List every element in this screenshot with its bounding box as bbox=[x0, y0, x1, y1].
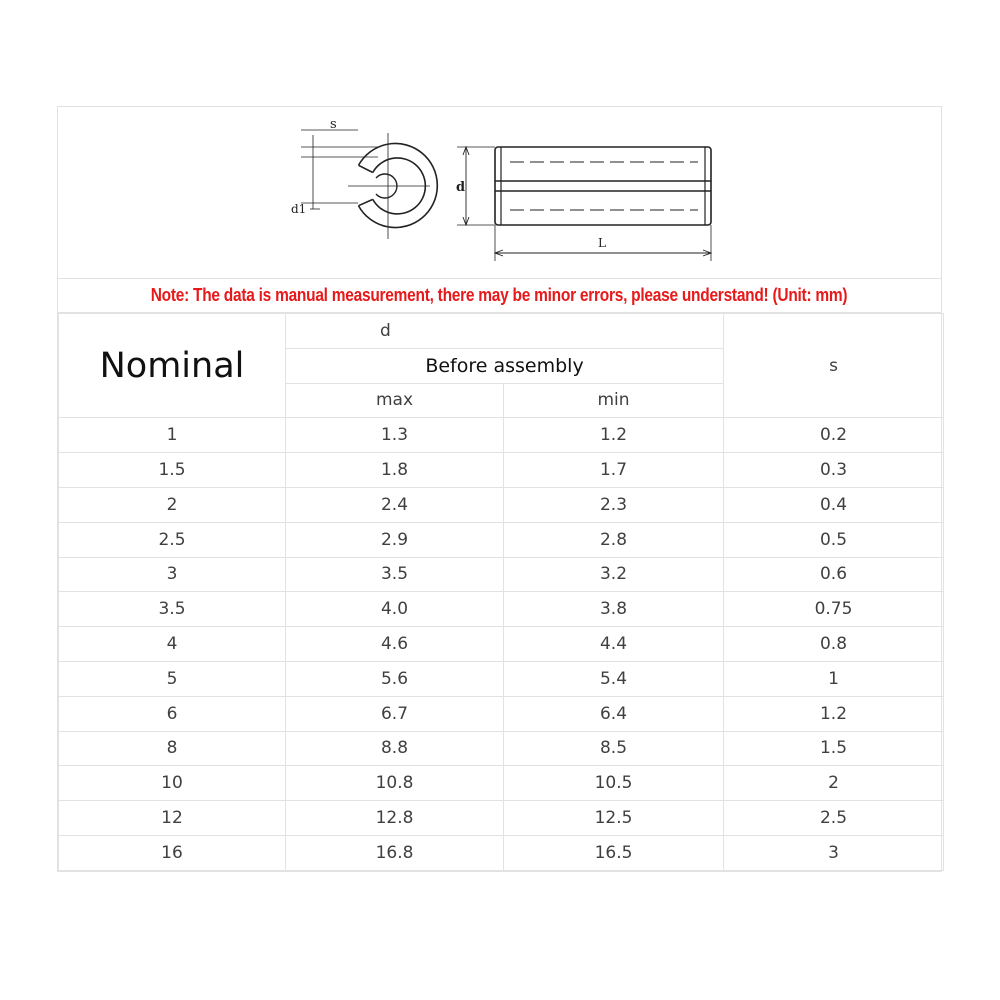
max-cell: 1.3 bbox=[286, 418, 504, 453]
min-cell: 12.5 bbox=[504, 801, 724, 836]
nominal-cell: 16 bbox=[59, 835, 286, 870]
spring-pin-diagram bbox=[58, 107, 943, 279]
header-row-1 bbox=[59, 314, 944, 349]
d-dimension-label: d bbox=[456, 180, 466, 195]
min-cell: 5.4 bbox=[504, 661, 724, 696]
max-cell: 6.7 bbox=[286, 696, 504, 731]
min-cell: 1.7 bbox=[504, 453, 724, 488]
table-row bbox=[59, 453, 944, 488]
nominal-cell: 1 bbox=[59, 418, 286, 453]
table-row bbox=[59, 696, 944, 731]
nominal-cell: 8 bbox=[59, 731, 286, 766]
min-cell: 10.5 bbox=[504, 766, 724, 801]
d-header: d bbox=[286, 314, 724, 349]
max-cell: 5.6 bbox=[286, 661, 504, 696]
max-cell: 2.9 bbox=[286, 522, 504, 557]
nominal-cell: 5 bbox=[59, 661, 286, 696]
table-row bbox=[59, 835, 944, 870]
min-cell: 2.8 bbox=[504, 522, 724, 557]
spec-sheet bbox=[57, 106, 942, 872]
max-cell: 8.8 bbox=[286, 731, 504, 766]
table-row bbox=[59, 627, 944, 662]
l-dimension-label: L bbox=[598, 236, 606, 250]
table-row bbox=[59, 418, 944, 453]
max-cell: 4.0 bbox=[286, 592, 504, 627]
min-cell: 8.5 bbox=[504, 731, 724, 766]
table-row bbox=[59, 801, 944, 836]
max-cell: 10.8 bbox=[286, 766, 504, 801]
table-row bbox=[59, 592, 944, 627]
min-cell: 6.4 bbox=[504, 696, 724, 731]
min-header: min bbox=[504, 383, 724, 418]
note-cell bbox=[58, 279, 941, 313]
nominal-cell: 10 bbox=[59, 766, 286, 801]
max-cell: 16.8 bbox=[286, 835, 504, 870]
s-cell: 0.8 bbox=[724, 627, 944, 662]
s-cell: 1 bbox=[724, 661, 944, 696]
s-cell: 1.2 bbox=[724, 696, 944, 731]
min-cell: 4.4 bbox=[504, 627, 724, 662]
nominal-cell: 12 bbox=[59, 801, 286, 836]
s-cell: 0.2 bbox=[724, 418, 944, 453]
measurement-note: Note: The data is manual measurement, there may be minor errors, please understand! (Unit: mm) bbox=[151, 285, 848, 305]
cross-section-view bbox=[301, 130, 437, 239]
s-cell: 0.3 bbox=[724, 453, 944, 488]
min-cell: 2.3 bbox=[504, 487, 724, 522]
min-cell: 1.2 bbox=[504, 418, 724, 453]
s-cell: 2.5 bbox=[724, 801, 944, 836]
table-row bbox=[59, 487, 944, 522]
table-row bbox=[59, 522, 944, 557]
nominal-cell: 4 bbox=[59, 627, 286, 662]
before-assembly-header: Before assembly bbox=[286, 348, 724, 383]
nominal-header: Nominal bbox=[59, 314, 286, 418]
max-cell: 1.8 bbox=[286, 453, 504, 488]
nominal-cell: 6 bbox=[59, 696, 286, 731]
diagram-cell bbox=[58, 107, 941, 279]
min-cell: 3.8 bbox=[504, 592, 724, 627]
min-cell: 3.2 bbox=[504, 557, 724, 592]
table-row bbox=[59, 557, 944, 592]
s-cell: 0.5 bbox=[724, 522, 944, 557]
nominal-cell: 2.5 bbox=[59, 522, 286, 557]
s-cell: 1.5 bbox=[724, 731, 944, 766]
nominal-cell: 3.5 bbox=[59, 592, 286, 627]
s-header: s bbox=[724, 314, 944, 418]
s-cell: 0.4 bbox=[724, 487, 944, 522]
max-header: max bbox=[286, 383, 504, 418]
max-cell: 12.8 bbox=[286, 801, 504, 836]
nominal-cell: 3 bbox=[59, 557, 286, 592]
s-cell: 0.75 bbox=[724, 592, 944, 627]
s-cell: 2 bbox=[724, 766, 944, 801]
s-cell: 3 bbox=[724, 835, 944, 870]
s-cell: 0.6 bbox=[724, 557, 944, 592]
table-row bbox=[59, 731, 944, 766]
min-cell: 16.5 bbox=[504, 835, 724, 870]
s-dimension-label: s bbox=[330, 117, 337, 132]
side-view bbox=[457, 147, 711, 261]
max-cell: 3.5 bbox=[286, 557, 504, 592]
max-cell: 2.4 bbox=[286, 487, 504, 522]
table-row bbox=[59, 766, 944, 801]
table-row bbox=[59, 661, 944, 696]
nominal-cell: 1.5 bbox=[59, 453, 286, 488]
d1-dimension-label: d1 bbox=[291, 202, 307, 216]
max-cell: 4.6 bbox=[286, 627, 504, 662]
nominal-cell: 2 bbox=[59, 487, 286, 522]
dimensions-table bbox=[58, 313, 944, 871]
